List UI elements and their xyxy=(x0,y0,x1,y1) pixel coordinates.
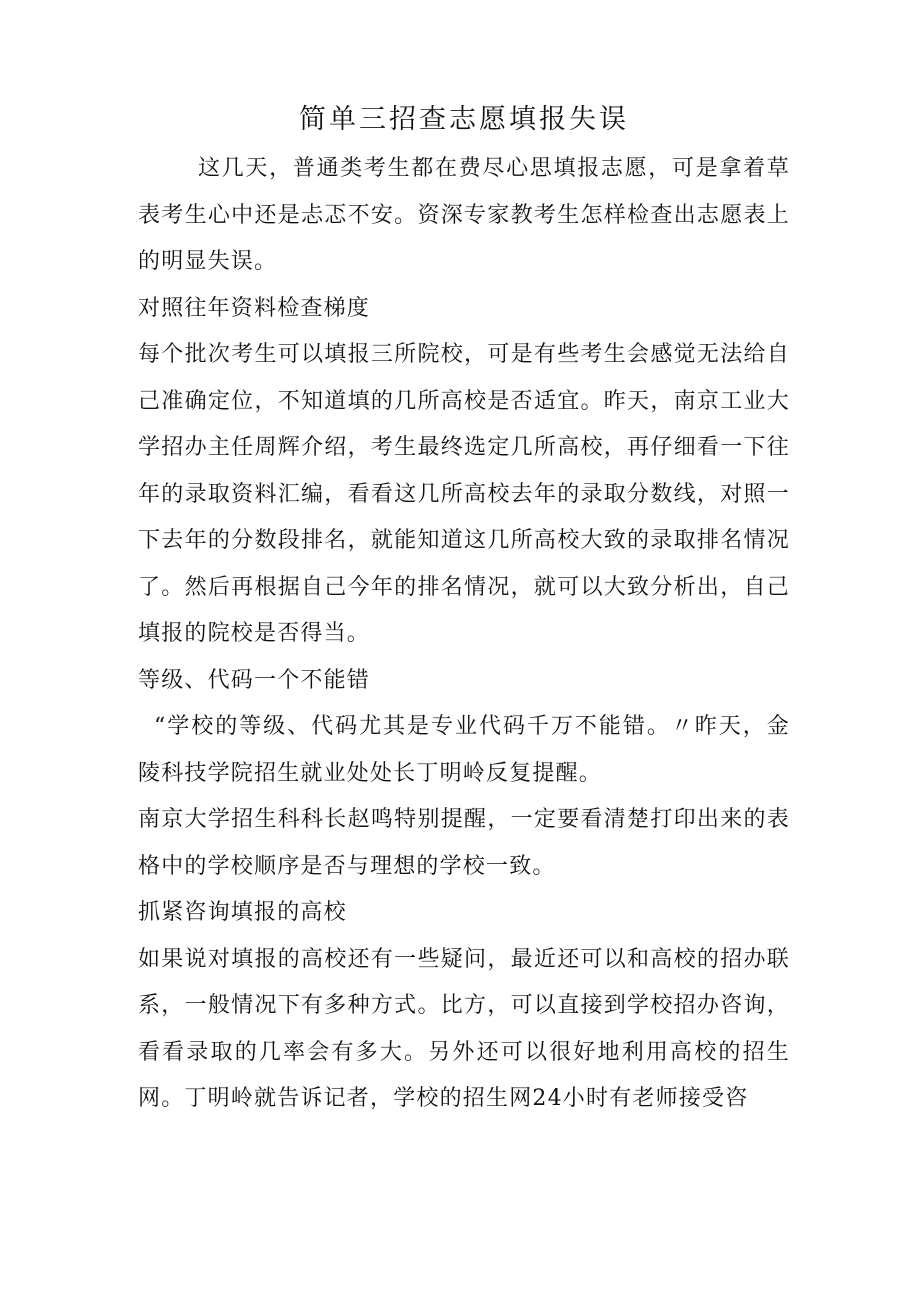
section-heading: 等级、代码一个不能错 xyxy=(138,667,371,693)
document-title: 简单三招查志愿填报失误 xyxy=(299,104,629,135)
intro-paragraph: 这几天，普通类考生都在费尽心思填报志愿，可是拿着草表考生心中还是忐忑不安。资深专家教考生怎样检查出志愿表上的明显失误。 xyxy=(138,156,790,274)
section-paragraph: “学校的等级、代码尤其是专业代码千万不能错。〃昨天，金陵科技学院招生就业处处长丁明岭反复提醒。 xyxy=(138,714,790,786)
section-consult xyxy=(138,890,790,1123)
section-code-check xyxy=(138,658,790,891)
section-paragraph: 每个批次考生可以填报三所院校，可是有些考生会感觉无法给自己准确定位，不知道填的几所高校是否适宜。昨天，南京工业大学招办主任周辉介绍，考生最终选定几所高校，再仔细看一下往年的录取资料汇编，看看这几所高校去年的录取分数线，对照一下去年的分数段排名，就能知道这几所高校大致的录取排名情况了。然后再根据自己今年的排名情况，就可以大致分析出，自己填报的院校是否得当。 xyxy=(138,342,790,646)
section-paragraph: 如果说对填报的高校还有一些疑问，最近还可以和高校的招办联系，一般情况下有多种方式。比方，可以直接到学校招办咨询，看看录取的几率会有多大。另外还可以很好地利用高校的招生网。丁明岭就告诉记者，学校的招生网24小时有老师接受咨 xyxy=(138,946,790,1111)
section-gradient-check xyxy=(138,286,790,658)
section-paragraph: 南京大学招生科科长赵鸣特别提醒，一定要看清楚打印出来的表格中的学校顺序是否与理想的学校一致。 xyxy=(138,807,790,879)
section-heading: 对照往年资料检查梯度 xyxy=(138,295,371,321)
section-heading: 抓紧咨询填报的高校 xyxy=(138,900,347,925)
document-page xyxy=(138,100,790,1123)
